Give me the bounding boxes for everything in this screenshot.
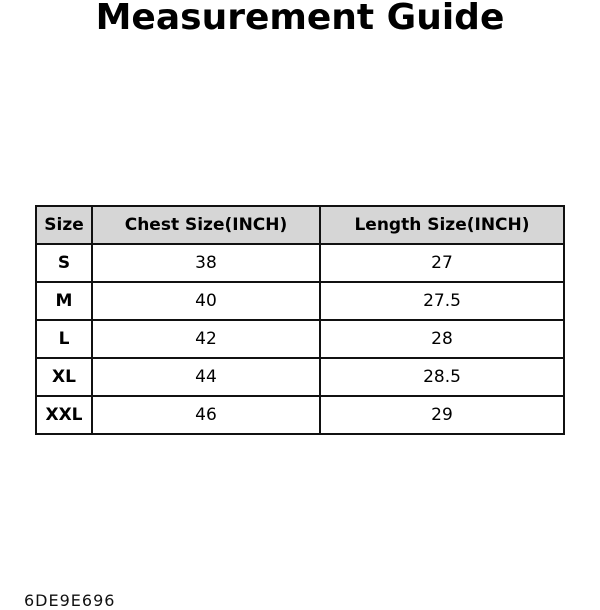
table-row xyxy=(36,282,564,320)
size-cell: L xyxy=(36,320,92,358)
header-size: Size xyxy=(36,206,92,244)
table-row xyxy=(36,244,564,282)
table-row xyxy=(36,358,564,396)
size-cell: XL xyxy=(36,358,92,396)
size-cell: S xyxy=(36,244,92,282)
table-row xyxy=(36,396,564,434)
chest-cell: 42 xyxy=(92,320,320,358)
length-cell: 28 xyxy=(320,320,564,358)
product-code: 6DE9E696 xyxy=(24,591,116,610)
size-cell: XXL xyxy=(36,396,92,434)
length-cell: 29 xyxy=(320,396,564,434)
chest-cell: 44 xyxy=(92,358,320,396)
header-chest-size: Chest Size(INCH) xyxy=(92,206,320,244)
chest-cell: 38 xyxy=(92,244,320,282)
table-header-row xyxy=(36,206,564,244)
length-cell: 27.5 xyxy=(320,282,564,320)
page-title: Measurement Guide xyxy=(95,0,505,38)
size-cell: M xyxy=(36,282,92,320)
measurement-table xyxy=(35,205,565,435)
length-cell: 27 xyxy=(320,244,564,282)
header-length-size: Length Size(INCH) xyxy=(320,206,564,244)
table-row xyxy=(36,320,564,358)
length-cell: 28.5 xyxy=(320,358,564,396)
chest-cell: 46 xyxy=(92,396,320,434)
chest-cell: 40 xyxy=(92,282,320,320)
